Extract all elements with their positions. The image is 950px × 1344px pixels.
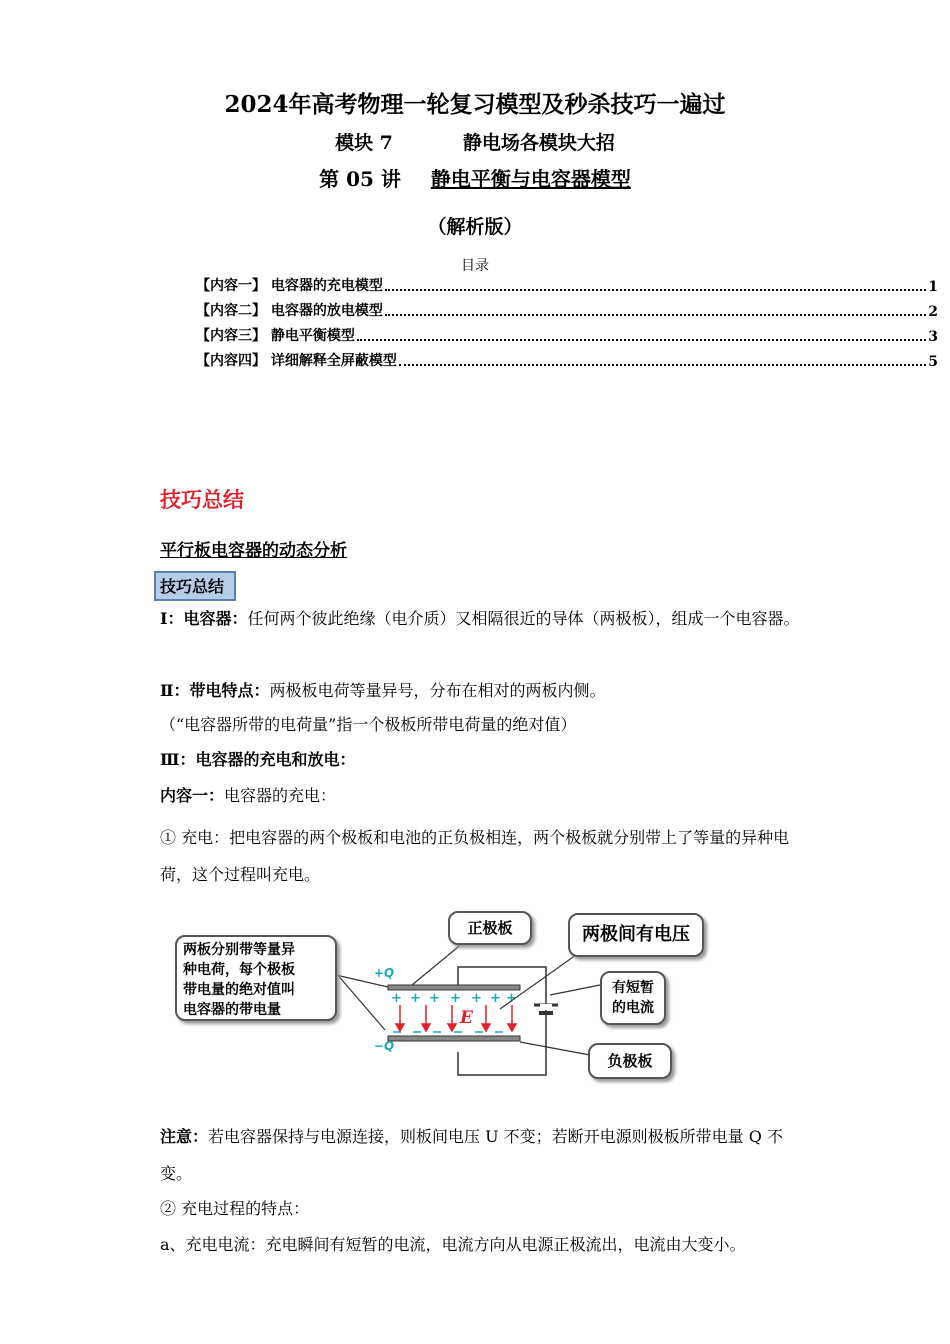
negative-plate-bubble: 负极板 [588, 1043, 672, 1079]
plus-q-label: +Q [374, 966, 395, 980]
minus-q-label: −Q [374, 1039, 395, 1053]
toc-item-2[interactable] [196, 298, 938, 320]
body-text: 两极板电荷等量异号，分布在相对的两板内侧。 [269, 681, 606, 700]
plus-charges [391, 991, 517, 1006]
sub-title: 平行板电容器的动态分析 [160, 541, 347, 561]
toc-leader [399, 363, 926, 366]
charge-bubble [175, 935, 337, 1021]
paragraph-charge-feature [160, 672, 800, 709]
negative-plate [388, 1036, 520, 1041]
lecture-name: 静电平衡与电容器模型 [430, 167, 631, 191]
toc-leader [385, 288, 926, 291]
svg-text:+: + [391, 991, 402, 1006]
toc-item-page: 1 [928, 279, 938, 295]
toc-item-label: 【内容二】 电容器的放电模型 [196, 303, 383, 319]
svg-text:+: + [490, 991, 501, 1006]
svg-text:+: + [429, 991, 440, 1006]
battery-gap [540, 1004, 552, 1010]
field-arrows [396, 1005, 516, 1031]
lead-text: Ⅲ：电容器的充电和放电： [160, 750, 356, 769]
paragraph-note [160, 1118, 800, 1192]
toc-item-label: 【内容一】 电容器的充电模型 [196, 278, 383, 294]
toc-item-page: 5 [928, 354, 938, 370]
lead-text: Ⅰ：电容器： [160, 609, 248, 628]
paragraph-charging: ① 充电：把电容器的两个极板和电池的正负极相连，两个极板就分别带上了等量的异种电荷，这个过程叫充电。 [160, 828, 790, 884]
edition-label: （解析版） [427, 216, 523, 238]
toc-item-1[interactable] [196, 273, 938, 295]
positive-plate [388, 985, 520, 990]
bubble-line: 种电荷，每个极板 [183, 962, 295, 978]
toc-item-label: 【内容四】 详细解释全屏蔽模型 [196, 353, 397, 369]
paragraph-charging-features: ② 充电过程的特点： [160, 1199, 310, 1218]
module-name: 静电场各模块大招 [462, 132, 615, 154]
svg-text:+: + [506, 991, 517, 1006]
body-text: 任何两个彼此绝缘（电介质）又相隔很近的导体（两极板），组成一个电容器。 [247, 609, 800, 628]
svg-text:+: + [471, 991, 482, 1006]
bubble-line: 电容器的带电量 [183, 1002, 281, 1018]
lecture-line [0, 163, 950, 192]
svg-text:+: + [450, 991, 461, 1006]
paragraph-content-one [160, 777, 800, 814]
summary-box-label: 技巧总结 [154, 571, 236, 601]
body-text: 电容器的充电： [224, 786, 337, 805]
module-line [0, 128, 950, 155]
toc-item-page: 3 [928, 329, 938, 345]
capacitor-diagram [160, 905, 720, 1095]
bubble-line: 两板分别带等量异 [183, 942, 295, 958]
paragraph-charge-discharge [160, 741, 800, 778]
paragraph-charge-note: （“电容器所带的电荷量”指一个极板所带电荷量的绝对值） [160, 715, 577, 734]
lead-text: 注意： [160, 1127, 209, 1146]
toc-item-3[interactable] [196, 323, 938, 345]
voltage-bubble: 两极间有电压 [568, 913, 704, 957]
field-label: E [460, 1008, 473, 1028]
lead-text: Ⅱ：带电特点： [160, 681, 270, 700]
paragraph-charging-current: a、充电电流：充电瞬间有短暂的电流，电流方向从电源正极流出，电流由大变小。 [160, 1235, 746, 1254]
toc-leader [385, 313, 926, 316]
toc-leader [357, 338, 926, 341]
current-bubble [600, 971, 666, 1025]
doc-title: 2024年高考物理一轮复习模型及秒杀技巧一遍过 [224, 91, 726, 118]
body-text: 若电容器保持与电源连接，则板间电压 U 不变；若断开电源则极板所带电量 Q 不变。 [160, 1127, 783, 1183]
toc-heading: 目录 [461, 258, 489, 274]
toc-item-page: 2 [928, 304, 938, 320]
paragraph-capacitor-def [160, 600, 800, 637]
bubble-line: 有短暂 [612, 980, 654, 996]
module-number: 模块 7 [335, 132, 393, 154]
positive-plate-bubble: 正极板 [448, 911, 532, 945]
bubble-line: 的电流 [612, 1000, 654, 1016]
toc-item-label: 【内容三】 静电平衡模型 [196, 328, 355, 344]
section-title: 技巧总结 [160, 487, 244, 512]
lecture-number: 第 05 讲 [319, 167, 401, 191]
toc-item-4[interactable] [196, 348, 938, 370]
lead-text: 内容一： [160, 786, 225, 805]
svg-text:+: + [410, 991, 421, 1006]
bubble-line: 带电量的绝对值叫 [183, 982, 295, 998]
